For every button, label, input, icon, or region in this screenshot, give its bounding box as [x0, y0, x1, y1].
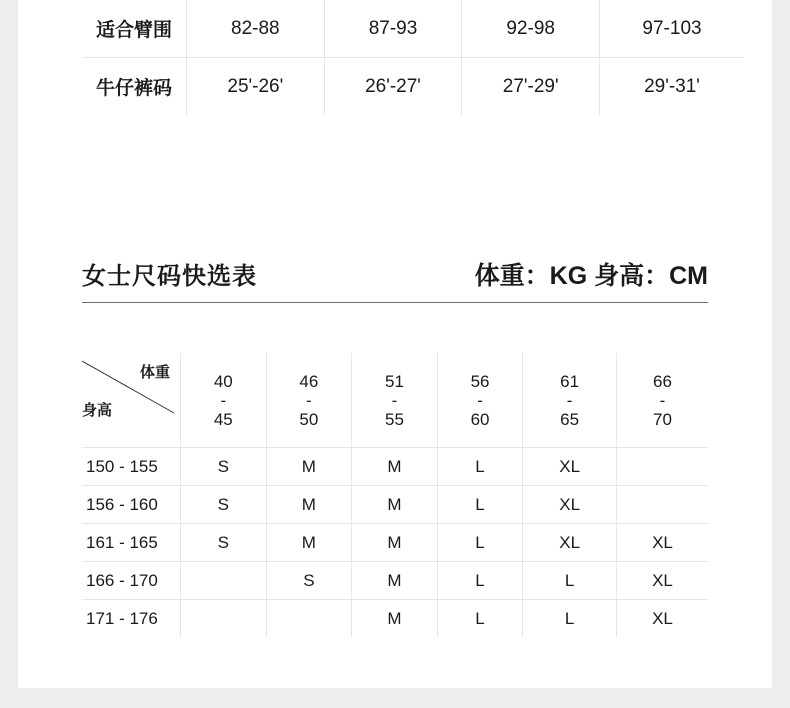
table-row — [82, 0, 744, 58]
table-cell: 92-98 — [462, 0, 600, 58]
section-divider — [82, 302, 708, 303]
size-table-continued — [82, 0, 744, 115]
table-row — [82, 524, 708, 562]
row-header: 牛仔裤码 — [82, 58, 187, 116]
size-cell: M — [352, 600, 438, 638]
height-axis-label: 身高 — [82, 402, 113, 419]
weight-header: 66 - 70 — [616, 353, 708, 448]
height-cell: 166 - 170 — [82, 562, 181, 600]
table-row — [82, 600, 708, 638]
table-row — [82, 486, 708, 524]
size-cell — [181, 600, 267, 638]
size-cell: S — [181, 448, 267, 486]
size-cell — [616, 486, 708, 524]
table-cell: 29'-31' — [600, 58, 744, 116]
weight-header: 51 - 55 — [352, 353, 438, 448]
size-cell — [616, 448, 708, 486]
size-cell: S — [181, 524, 267, 562]
size-cell: L — [437, 562, 523, 600]
size-cell: L — [437, 486, 523, 524]
size-cell: M — [266, 486, 352, 524]
table-cell: 27'-29' — [462, 58, 600, 116]
size-cell: L — [523, 600, 617, 638]
table-cell: 87-93 — [324, 0, 462, 58]
size-chart-card — [18, 0, 772, 688]
size-cell: XL — [616, 524, 708, 562]
size-cell: M — [352, 524, 438, 562]
size-cell: XL — [523, 448, 617, 486]
size-cell: S — [266, 562, 352, 600]
table-row — [82, 562, 708, 600]
size-cell: M — [352, 448, 438, 486]
section-title: 女士尺码快选表 — [82, 263, 257, 290]
table-cell: 97-103 — [600, 0, 744, 58]
corner-cell — [82, 353, 181, 448]
size-cell: XL — [523, 486, 617, 524]
size-cell: M — [352, 486, 438, 524]
size-cell: L — [437, 600, 523, 638]
size-cell: XL — [523, 524, 617, 562]
size-cell — [266, 600, 352, 638]
size-cell: XL — [616, 562, 708, 600]
size-cell: XL — [616, 600, 708, 638]
size-cell: M — [266, 448, 352, 486]
table-cell: 82-88 — [187, 0, 325, 58]
height-cell: 171 - 176 — [82, 600, 181, 638]
size-cell — [181, 562, 267, 600]
women-size-table — [82, 353, 708, 637]
table-row — [82, 58, 744, 116]
height-cell: 161 - 165 — [82, 524, 181, 562]
weight-header: 40 - 45 — [181, 353, 267, 448]
height-cell: 156 - 160 — [82, 486, 181, 524]
table-cell: 26'-27' — [324, 58, 462, 116]
height-cell: 150 - 155 — [86, 456, 158, 476]
units-label: 体重：KG 身高：CM — [474, 262, 708, 290]
row-header: 适合臂围 — [95, 20, 172, 41]
table-cell: 25'-26' — [187, 58, 325, 116]
size-cell: L — [437, 524, 523, 562]
table-row — [82, 448, 708, 486]
weight-header: 61 - 65 — [523, 353, 617, 448]
size-cell: L — [523, 562, 617, 600]
size-cell: S — [181, 486, 267, 524]
weight-header: 46 - 50 — [266, 353, 352, 448]
size-cell: L — [437, 448, 523, 486]
size-cell: M — [352, 562, 438, 600]
weight-header: 56 - 60 — [437, 353, 523, 448]
weight-axis-label: 体重 — [139, 364, 170, 381]
size-cell: M — [266, 524, 352, 562]
header-row — [82, 353, 708, 448]
